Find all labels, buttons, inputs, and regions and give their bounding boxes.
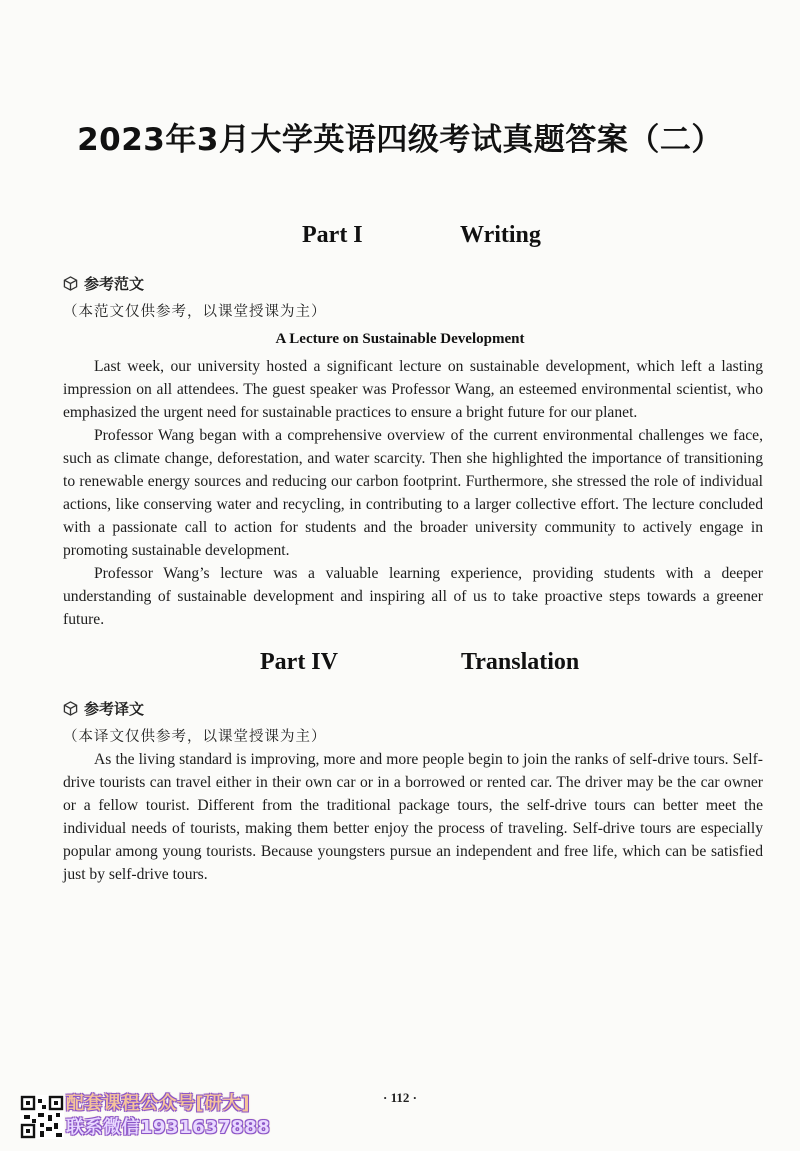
section-label-sample-essay xyxy=(63,273,144,294)
translation-note: （本译文仅供参考，以课堂授课为主） xyxy=(63,729,327,745)
watermark-line-2: 联系微信1931637888 xyxy=(66,1117,271,1138)
essay-body xyxy=(63,355,763,631)
watermark-line-1: 配套课程公众号[研大] xyxy=(66,1093,250,1114)
part-heading-translation xyxy=(0,649,800,679)
essay-paragraph: Professor Wang began with a comprehensive overview of the current environmental challenges we face, such as climate change, deforestation, and water scarcity. Then she highlighted the importance of transitioning to renewable energy sources and reducing our carbon footprint. Furthermore, she stressed the role of individual actions, like conserving water and recycling, in contributing to a larger collective effort. The lecture concluded with a passionate call to action for students and the broader university community to actively engage in promoting sustainable development. xyxy=(63,427,763,559)
section-label-sample-translation xyxy=(63,698,144,719)
cube-icon xyxy=(63,276,78,291)
translation-paragraph: As the living standard is improving, more and more people begin to join the ranks of self-drive tours. Self-drive tourists can travel either in their own car or in a borrowed or rented car. The driver may be the car owner or a fellow tourist. Different from the traditional package tours, the self-drive tours can better meet the individual needs of tourists, making them better enjoy the process of traveling. Self-drive tours are especially popular among young tourists. Because youngsters pursue an independent and free life, which can be satisfied just by self-drive tours. xyxy=(63,751,763,883)
part-number: Part I xyxy=(302,222,363,248)
section-label-text: 参考译文 xyxy=(84,700,145,718)
part-name: Translation xyxy=(461,649,580,675)
essay-title: A Lecture on Sustainable Development xyxy=(275,331,525,347)
part-heading-writing xyxy=(0,222,800,252)
essay-paragraph: Last week, our university hosted a significant lecture on sustainable development, which left a lasting impression on all attendees. The guest speaker was Professor Wang, an esteemed environmental scientist, who emphasized the urgent need for sustainable practices to ensure a bright future for our planet. xyxy=(63,358,763,421)
cube-icon xyxy=(63,701,78,716)
essay-paragraph: Professor Wang’s lecture was a valuable learning experience, providing students with a deeper understanding of sustainable development and inspiring all of us to take proactive steps towards a greener future. xyxy=(63,565,763,628)
essay-note: （本范文仅供参考，以课堂授课为主） xyxy=(63,304,327,320)
part-number: Part IV xyxy=(260,649,338,675)
page-title: 2023年3月大学英语四级考试真题答案（二） xyxy=(77,122,723,158)
part-name: Writing xyxy=(460,222,541,248)
page-number: · 112 · xyxy=(383,1090,417,1105)
section-label-text: 参考范文 xyxy=(84,275,145,293)
translation-body xyxy=(63,748,763,886)
